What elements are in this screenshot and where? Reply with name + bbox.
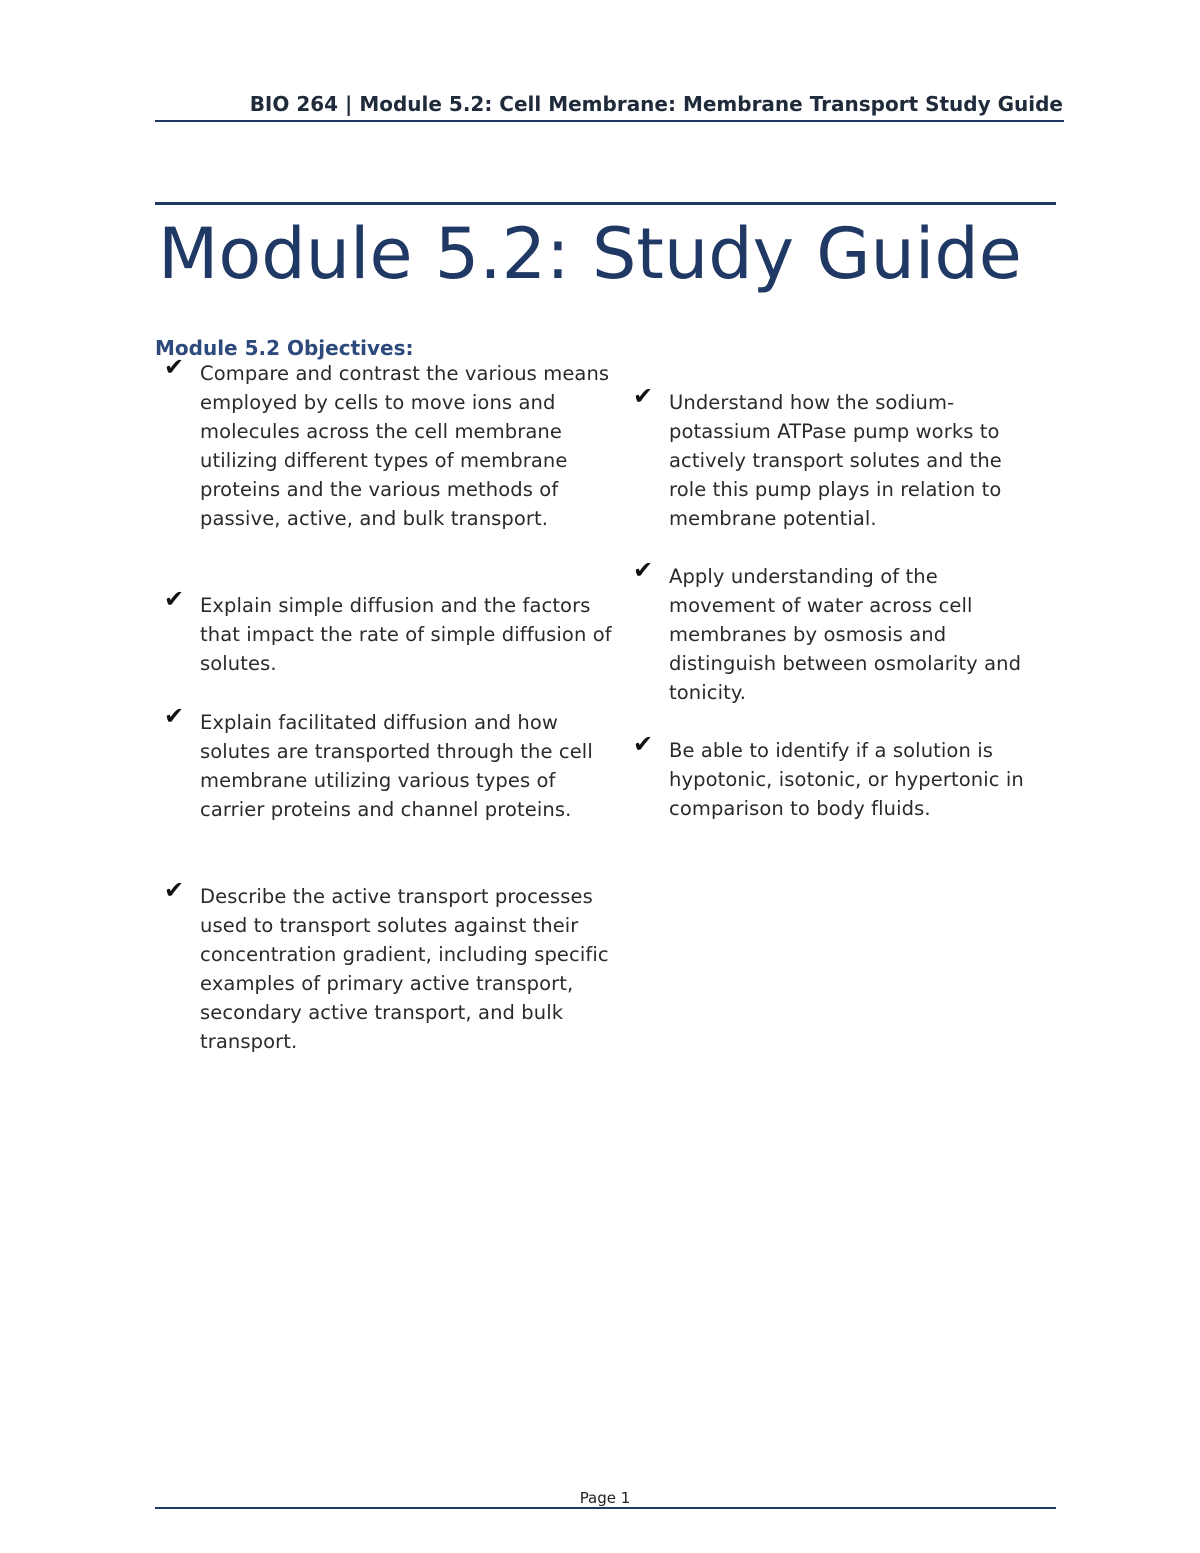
- page-title: Module 5.2: Study Guide: [158, 213, 1022, 295]
- checkmark-icon: ✔: [164, 585, 185, 613]
- objective-text: Be able to identify if a solution is hypotonic, isotonic, or hypertonic in comparison to body fluids.: [669, 739, 1024, 820]
- objective-text: Apply understanding of the movement of water across cell membranes by osmosis and distinguish between osmolarity and tonicity.: [669, 565, 1022, 704]
- objective-text: Describe the active transport processes used to transport solutes against their concentration gradient, including specific examples of primary active transport, secondary active transport, and bulk transport.: [200, 885, 609, 1053]
- objectives-heading: Module 5.2 Objectives:: [155, 336, 414, 360]
- title-divider: [155, 202, 1056, 205]
- objective-text: Explain simple diffusion and the factors that impact the rate of simple diffusion of solutes.: [200, 594, 612, 675]
- footer-divider: [155, 1507, 1056, 1509]
- checkmark-icon: ✔: [633, 382, 654, 410]
- checkmark-icon: ✔: [633, 556, 654, 584]
- objective-text: Explain facilitated diffusion and how solutes are transported through the cell membrane utilizing various types of carrier proteins and channel proteins.: [200, 711, 593, 821]
- checkmark-icon: ✔: [633, 730, 654, 758]
- objective-text: Understand how the sodium-potassium ATPase pump works to actively transport solutes and the role this pump plays in relation to membrane potential.: [669, 391, 1002, 530]
- checkmark-icon: ✔: [164, 353, 185, 381]
- running-header: BIO 264 | Module 5.2: Cell Membrane: Membrane Transport Study Guide: [249, 92, 1063, 116]
- checkmark-icon: ✔: [164, 876, 185, 904]
- objective-text: Compare and contrast the various means employed by cells to move ions and molecules across the cell membrane utilizing different types of membrane proteins and the various methods of passive, active, and bulk transport.: [200, 362, 610, 530]
- header-divider: [155, 120, 1064, 122]
- checkmark-icon: ✔: [164, 702, 185, 730]
- page-number: Page 1: [579, 1489, 631, 1507]
